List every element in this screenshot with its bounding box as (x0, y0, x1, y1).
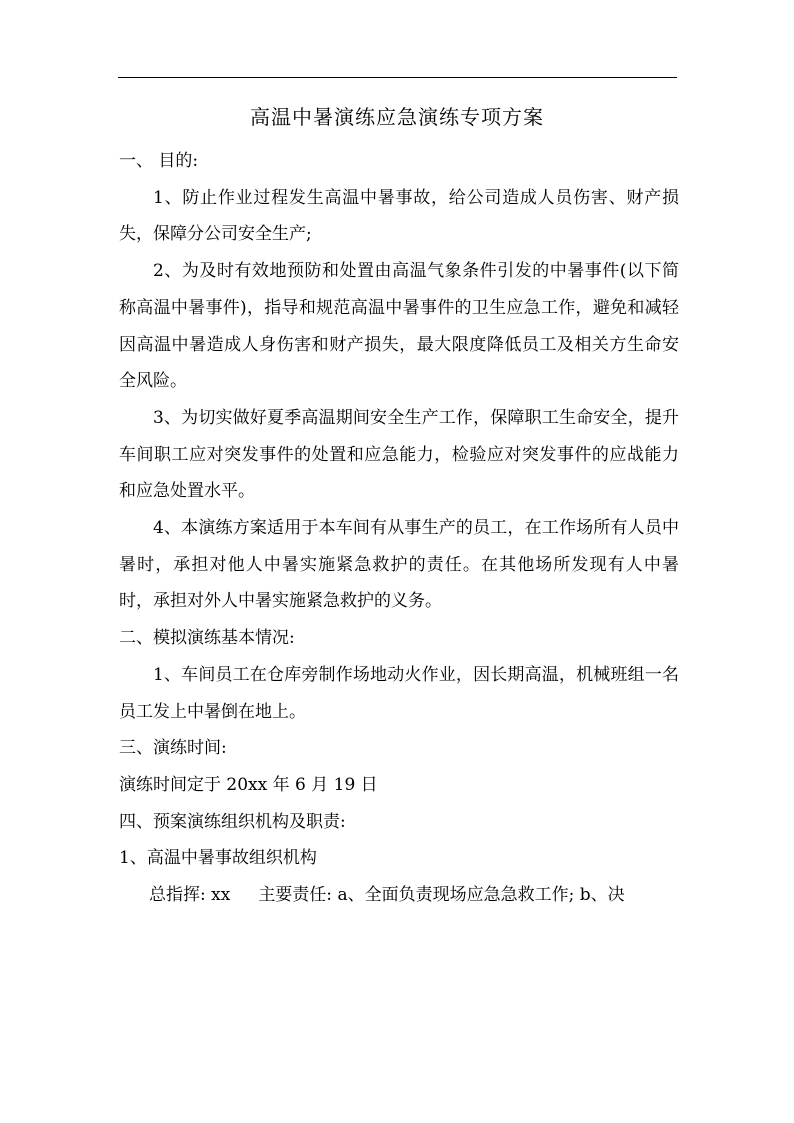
section-heading-purpose: 一、 目的: (119, 151, 199, 171)
purpose-item-1: 1、防止作业过程发生高温中暑事故，给公司造成人员伤害、财产损失，保障分公司安全生产; (119, 187, 679, 245)
commander-label: 总指挥: xx (149, 885, 231, 906)
commander-duty: 主要责任: a、全面负责现场应急急救工作; b、决 (258, 885, 625, 906)
organization-subheading: 1、高温中暑事故组织机构 (119, 848, 317, 869)
document-body (119, 143, 679, 914)
purpose-item-4: 4、本演练方案适用于本车间有从事生产的员工，在工作场所有人员中暑时，承担对他人中暑实施紧急救护的责任。在其他场所发现有人中暑时，承担对外人中暑实施紧急救护的义务。 (119, 518, 679, 612)
header-rule (118, 77, 677, 78)
commander-line (119, 877, 679, 914)
section-heading-drill-time: 三、演练时间: (119, 738, 227, 759)
section-heading-organization: 四、预案演练组织机构及职责: (119, 811, 346, 832)
purpose-item-2: 2、为及时有效地预防和处置由高温气象条件引发的中暑事件(以下简称高温中暑事件)，指导和规范高温中暑事件的卫生应急工作，避免和减轻因高温中暑造成人身伤害和财产损失，最大限度降低员工及相关方生命安全风险。 (119, 261, 679, 392)
drill-time-text: 演练时间定于 20xx 年 6 月 19 日 (119, 774, 378, 795)
purpose-item-3: 3、为切实做好夏季高温期间安全生产工作，保障职工生命安全，提升车间职工应对突发事件的处置和应急能力，检验应对突发事件的应战能力和应急处置水平。 (119, 407, 679, 502)
section-heading-scenario: 二、模拟演练基本情况: (119, 628, 295, 649)
document-title: 高温中暑演练应急演练专项方案 (250, 105, 544, 129)
scenario-item-1: 1、车间员工在仓库旁制作场地动火作业，因长期高温，机械班组一名员工发上中暑倒在地上。 (119, 664, 679, 722)
